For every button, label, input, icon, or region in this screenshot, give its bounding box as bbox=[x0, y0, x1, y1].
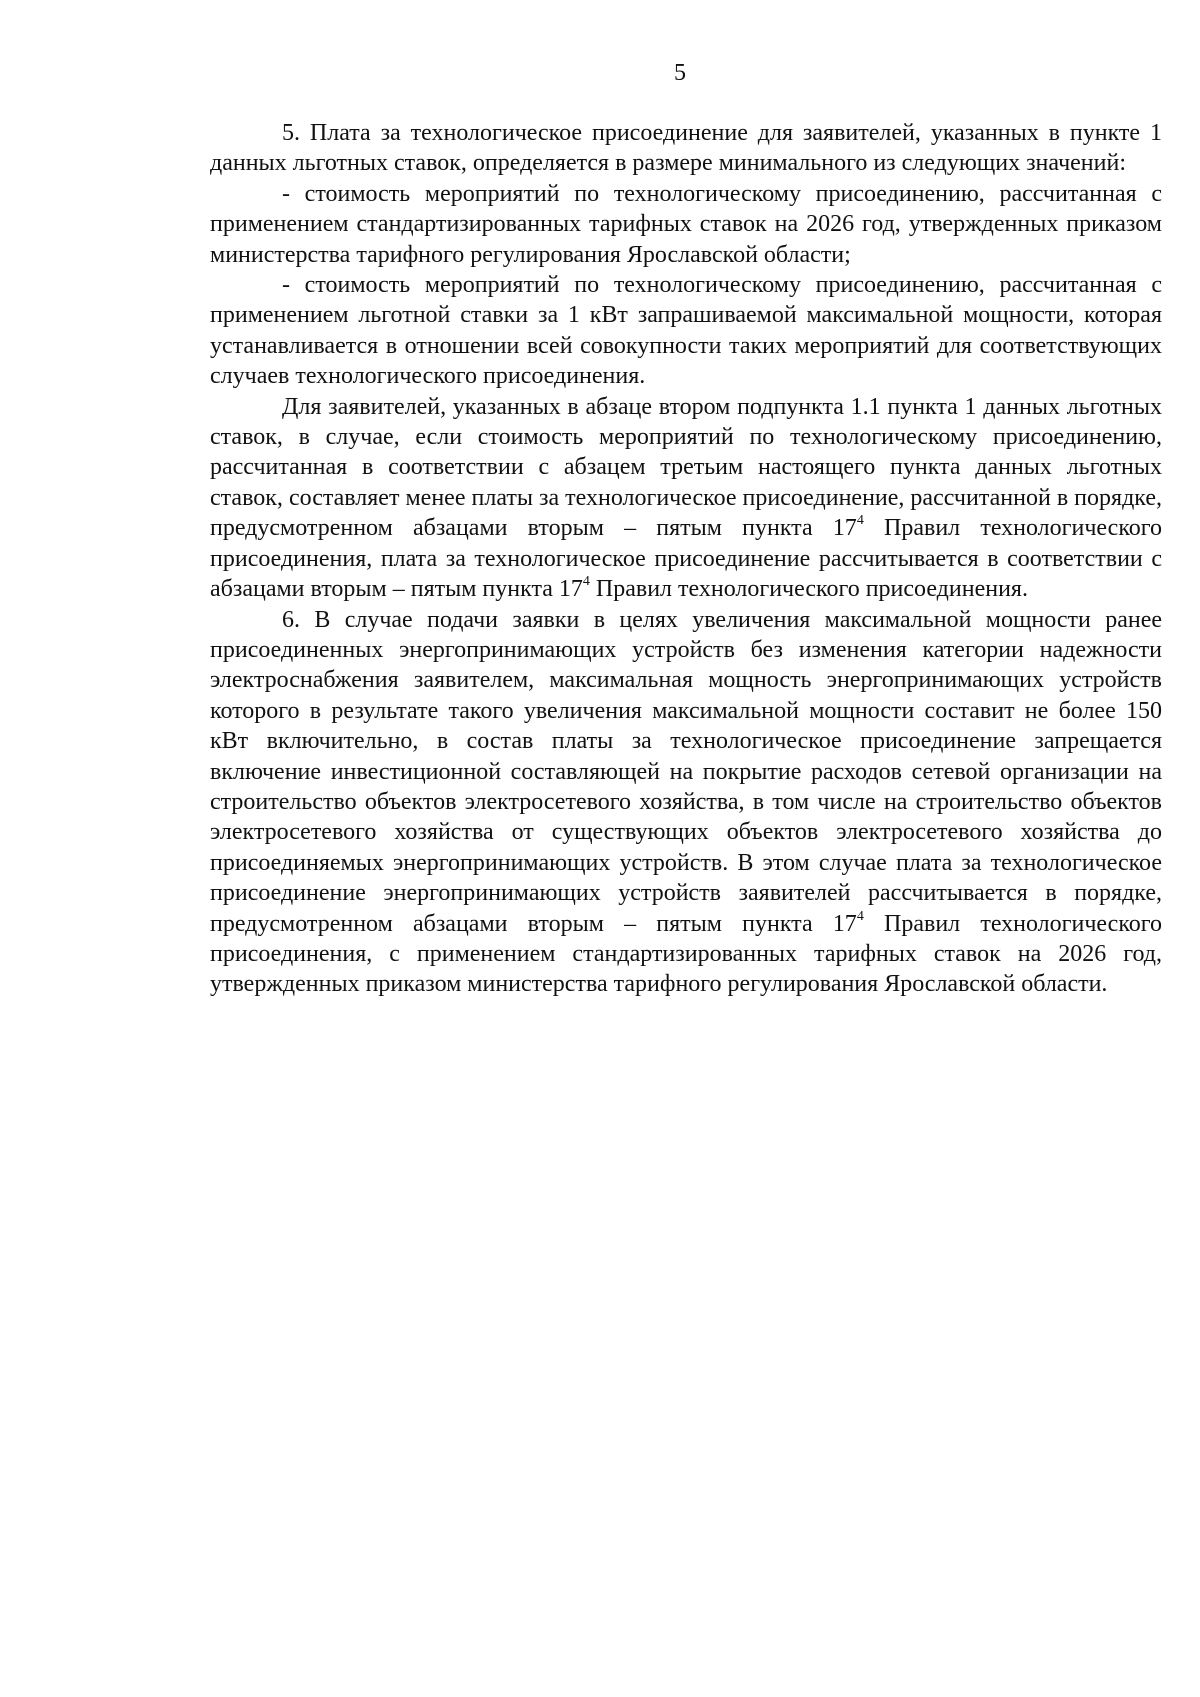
document-body bbox=[210, 118, 1162, 1000]
superscript: 4 bbox=[582, 574, 590, 590]
superscript: 4 bbox=[856, 908, 864, 924]
paragraph-5-main: 5. Плата за технологическое присоединение для заявителей, указанных в пункте 1 данных льготных ставок, определяется в размере минимального из следующих значений: bbox=[210, 120, 1162, 177]
text-segment: 6. В случае подачи заявки в целях увеличения максимальной мощности ранее присоединенных энергопринимающих устройств без изменения категории надежности электроснабжения заявителем, максимальная мощность энергопринимающих устройств которого в результате такого увеличения максимальной мощности составит не более 150 кВт включительно, в состав платы за технологическое присоединение запрещается включение инвестиционной составляющей на покрытие расходов сетевой организации на строительство объектов электросетевого хозяйства, в том числе на строительство объектов электросетевого хозяйства от существующих объектов электросетевого хозяйства до присоединяемых энергопринимающих устройств. В этом случае плата за технологическое присоединение энергопринимающих устройств заявителей рассчитывается в порядке, предусмотренном абзацами вторым – пятым пункта 17 bbox=[210, 606, 1162, 937]
text-segment: Правил технологического присоединения, плата за технологическое присоединение рассчитывается в соответствии с абзацами вторым – пятым пункта 17 bbox=[210, 515, 1163, 603]
paragraph-applicants-clause bbox=[210, 392, 1162, 605]
paragraph-bullet-standard-rates: - стоимость мероприятий по технологическому присоединению, рассчитанная с применением стандартизированных тарифных ставок на 2026 год, утвержденных приказом министерства тарифного регулирования Ярославской области; bbox=[210, 180, 1162, 268]
page-number: 5 bbox=[674, 60, 686, 86]
text-segment: Правил технологического присоединения. bbox=[589, 576, 1028, 603]
superscript: 4 bbox=[856, 513, 864, 529]
paragraph-6-main bbox=[210, 605, 1162, 1000]
paragraph-bullet-preferential-rate: - стоимость мероприятий по технологическому присоединению, рассчитанная с применением льготной ставки за 1 кВт запрашиваемой максимальной мощности, которая устанавливается в отношении всей совокупности таких мероприятий для соответствующих случаев технологического присоединения. bbox=[210, 272, 1162, 390]
text-segment: Для заявителей, указанных в абзаце втором подпункта 1.1 пункта 1 данных льготных ставок, в случае, если стоимость мероприятий по технологическому присоединению, рассчитанная в соответствии с абзацем третьим настоящего пункта данных льготных ставок, составляет менее платы за технологическое присоединение, рассчитанной в порядке, предусмотренном абзацами вторым – пятым пункта 17 bbox=[210, 393, 1162, 542]
text-segment: Правил технологического присоединения, с применением стандартизированных тарифных ставок на 2026 год, утвержденных приказом министерства тарифного регулирования Ярославской области. bbox=[210, 910, 1163, 998]
